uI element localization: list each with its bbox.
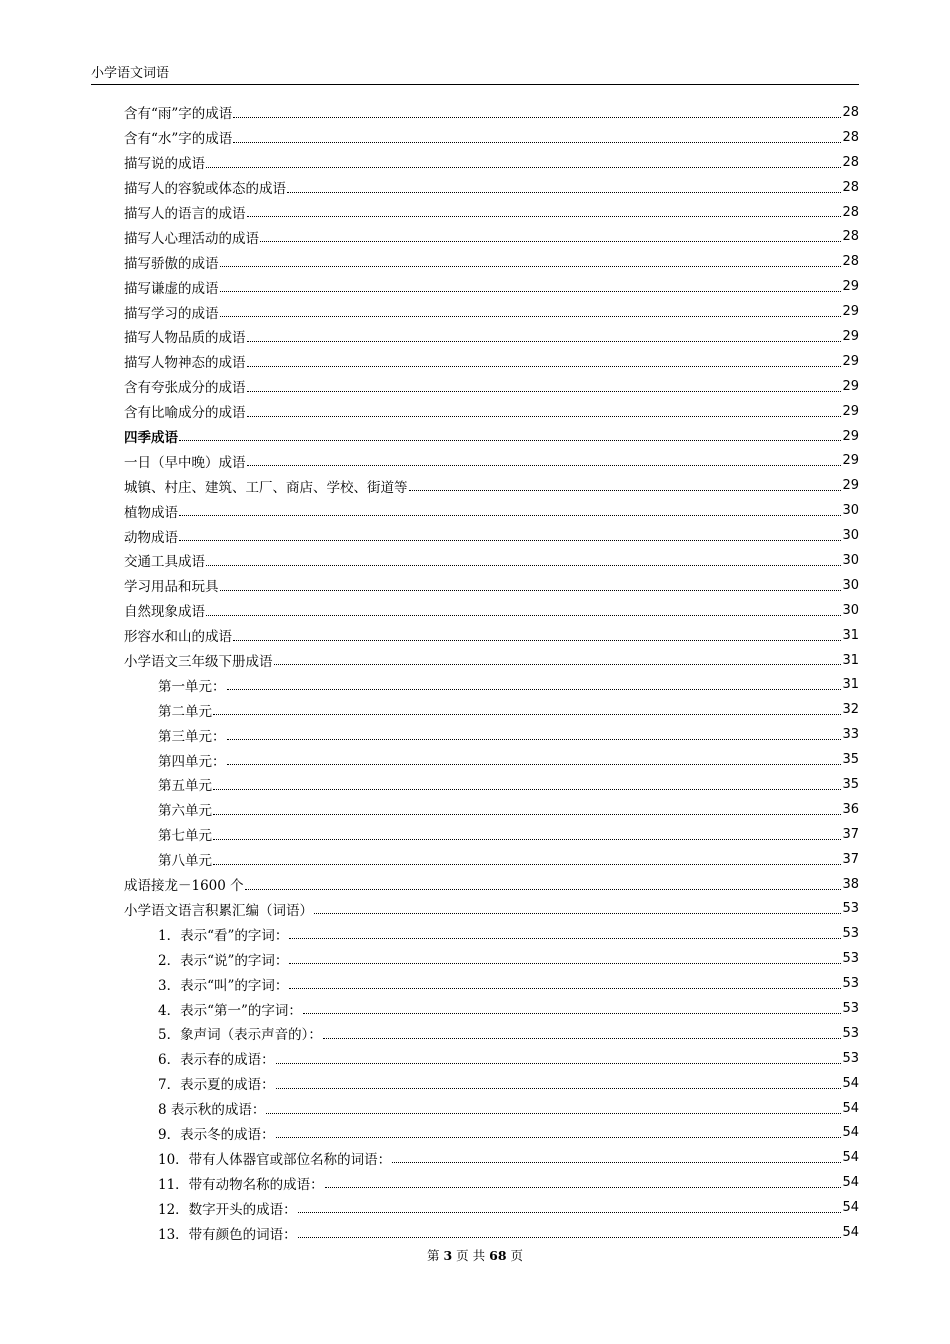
toc-entry-label: 第六单元 <box>158 803 212 820</box>
toc-entry[interactable] <box>124 797 859 822</box>
toc-entry-page: 54 <box>842 1075 859 1091</box>
toc-entry[interactable] <box>124 424 859 449</box>
toc-entry-page: 28 <box>842 154 859 170</box>
toc-entry[interactable] <box>124 672 859 697</box>
toc-entry[interactable] <box>124 299 859 324</box>
toc-entry-page: 37 <box>842 851 859 867</box>
toc-entry[interactable] <box>124 523 859 548</box>
toc-entry-label: 植物成语 <box>124 504 178 521</box>
toc-entry-page: 29 <box>842 328 859 344</box>
toc-entry-label: 13．带有颜色的词语： <box>158 1226 297 1243</box>
toc-dot-leader <box>409 490 842 491</box>
toc-entry-page: 32 <box>842 702 859 718</box>
toc-entry[interactable] <box>124 1096 859 1121</box>
toc-entry-page: 53 <box>842 901 859 917</box>
toc-entry-page: 29 <box>842 478 859 494</box>
toc-entry-label: 4．表示“第一”的字词： <box>158 1002 302 1019</box>
toc-entry-page: 29 <box>842 453 859 469</box>
toc-entry-page: 54 <box>842 1225 859 1241</box>
toc-dot-leader <box>179 540 841 541</box>
toc-entry-label: 描写人的容貌或体态的成语 <box>124 181 286 198</box>
toc-entry[interactable] <box>124 1121 859 1146</box>
toc-entry[interactable] <box>124 200 859 225</box>
toc-entry-label: 描写人物神态的成语 <box>124 355 246 372</box>
toc-entry-page: 31 <box>842 627 859 643</box>
toc-dot-leader <box>298 1237 842 1238</box>
toc-entry-page: 54 <box>842 1100 859 1116</box>
toc-dot-leader <box>233 142 841 143</box>
toc-entry[interactable] <box>124 946 859 971</box>
toc-entry[interactable] <box>124 274 859 299</box>
toc-entry[interactable] <box>124 473 859 498</box>
toc-dot-leader <box>314 913 841 914</box>
toc-entry-page: 53 <box>842 1050 859 1066</box>
toc-dot-leader <box>303 1013 842 1014</box>
toc-entry[interactable] <box>124 623 859 648</box>
toc-dot-leader <box>274 664 842 665</box>
toc-entry-page: 29 <box>842 279 859 295</box>
toc-entry[interactable] <box>124 125 859 150</box>
toc-entry-label: 描写人的语言的成语 <box>124 206 246 222</box>
toc-entry-label: 第一单元： <box>158 678 226 695</box>
toc-entry-page: 29 <box>842 428 859 444</box>
toc-entry-label: 描写人物品质的成语 <box>124 330 246 347</box>
toc-entry-label: 含有“水”字的成语 <box>124 131 233 148</box>
toc-entry-page: 54 <box>842 1200 859 1216</box>
toc-entry-label: 8 表示秋的成语： <box>158 1102 266 1119</box>
page-header <box>91 64 859 85</box>
toc-entry-label: 小学语文语言积累汇编（词语） <box>124 902 313 919</box>
toc-entry[interactable] <box>124 897 859 922</box>
toc-dot-leader <box>227 764 842 765</box>
toc-entry-page: 53 <box>842 976 859 992</box>
toc-entry-label: 第二单元 <box>158 703 212 720</box>
toc-entry-page: 30 <box>842 552 859 568</box>
toc-entry-label: 6．表示春的成语： <box>158 1052 275 1069</box>
toc-entry[interactable] <box>124 224 859 249</box>
toc-entry[interactable] <box>124 996 859 1021</box>
toc-dot-leader <box>289 988 841 989</box>
toc-dot-leader <box>213 714 841 715</box>
toc-entry-label: 9．表示冬的成语： <box>158 1126 275 1143</box>
toc-entry-page: 33 <box>842 727 859 743</box>
toc-entry-label: 描写谦虚的成语 <box>124 280 219 297</box>
toc-entry[interactable] <box>124 697 859 722</box>
toc-dot-leader <box>289 963 841 964</box>
toc-entry[interactable] <box>124 921 859 946</box>
toc-entry-label: 第八单元 <box>158 853 212 870</box>
toc-entry[interactable] <box>124 548 859 573</box>
toc-dot-leader <box>206 615 841 616</box>
toc-entry-page: 30 <box>842 503 859 519</box>
toc-entry[interactable] <box>124 1145 859 1170</box>
toc-entry-page: 30 <box>842 528 859 544</box>
toc-dot-leader <box>227 689 842 690</box>
toc-dot-leader <box>179 440 841 441</box>
toc-entry-page: 28 <box>842 229 859 245</box>
toc-dot-leader <box>287 192 841 193</box>
toc-entry-label: 2．表示“说”的字词： <box>158 952 289 969</box>
toc-entry[interactable] <box>124 1021 859 1046</box>
toc-dot-leader <box>298 1212 842 1213</box>
toc-entry-label: 第七单元 <box>158 828 212 845</box>
toc-entry-label: 第五单元 <box>158 778 212 795</box>
toc-dot-leader <box>260 241 841 242</box>
toc-entry-page: 28 <box>842 104 859 120</box>
toc-entry[interactable] <box>124 1046 859 1071</box>
toc-entry-label: 描写骄傲的成语 <box>124 255 219 272</box>
toc-dot-leader <box>213 814 841 815</box>
toc-entry[interactable] <box>124 498 859 523</box>
page-footer <box>0 1248 950 1264</box>
toc-entry-page: 28 <box>842 254 859 270</box>
toc-entry-label: 7．表示夏的成语： <box>158 1077 275 1094</box>
toc-entry[interactable] <box>124 747 859 772</box>
toc-dot-leader <box>213 789 841 790</box>
toc-dot-leader <box>276 1088 842 1089</box>
toc-entry-page: 35 <box>842 752 859 768</box>
toc-entry-label: 3．表示“叫”的字词： <box>158 977 289 994</box>
toc-dot-leader <box>220 266 842 267</box>
toc-entry-label: 第四单元： <box>158 753 226 770</box>
toc-dot-leader <box>233 117 841 118</box>
toc-dot-leader <box>179 515 841 516</box>
toc-entry-page: 29 <box>842 353 859 369</box>
toc-dot-leader <box>220 291 842 292</box>
toc-entry[interactable] <box>124 1220 859 1245</box>
toc-entry[interactable] <box>124 872 859 897</box>
toc-entry-page: 30 <box>842 577 859 593</box>
toc-entry-page: 29 <box>842 378 859 394</box>
table-of-contents <box>124 100 859 1245</box>
toc-entry-label: 含有比喻成分的成语 <box>124 405 246 422</box>
toc-dot-leader <box>276 1137 842 1138</box>
toc-dot-leader <box>266 1113 841 1114</box>
toc-entry-label: 12．数字开头的成语： <box>158 1201 297 1218</box>
header-title: 小学语文词语 <box>91 66 170 81</box>
toc-entry-page: 28 <box>842 179 859 195</box>
footer-middle: 页 共 <box>456 1248 486 1263</box>
toc-dot-leader <box>206 565 841 566</box>
toc-entry-page: 53 <box>842 926 859 942</box>
toc-entry-page: 29 <box>842 403 859 419</box>
toc-entry-label: 自然现象成语 <box>124 604 205 621</box>
toc-entry[interactable] <box>124 324 859 349</box>
toc-dot-leader <box>325 1187 842 1188</box>
toc-dot-leader <box>247 216 842 217</box>
toc-entry-page: 28 <box>842 204 859 220</box>
toc-entry-label: 描写人心理活动的成语 <box>124 230 259 247</box>
toc-entry-label: 10．带有人体器官或部位名称的词语： <box>158 1151 392 1168</box>
toc-entry-label: 11．带有动物名称的成语： <box>158 1176 324 1193</box>
toc-dot-leader <box>247 465 842 466</box>
toc-entry-label: 城镇、村庄、建筑、工厂、商店、学校、街道等 <box>124 479 408 496</box>
toc-entry-page: 28 <box>842 129 859 145</box>
toc-entry-label: 一日（早中晚）成语 <box>124 454 246 471</box>
toc-entry[interactable] <box>124 150 859 175</box>
toc-dot-leader <box>247 416 842 417</box>
toc-entry-page: 53 <box>842 1025 859 1041</box>
footer-suffix: 页 <box>510 1248 524 1263</box>
toc-dot-leader <box>392 1162 841 1163</box>
toc-dot-leader <box>323 1038 842 1039</box>
toc-entry-label: 1．表示“看”的字词： <box>158 927 289 944</box>
toc-entry[interactable] <box>124 971 859 996</box>
toc-entry-label: 描写学习的成语 <box>124 305 219 322</box>
toc-entry[interactable] <box>124 1170 859 1195</box>
toc-entry[interactable] <box>124 648 859 673</box>
toc-dot-leader <box>227 739 842 740</box>
toc-entry-label: 形容水和山的成语 <box>124 629 232 646</box>
toc-dot-leader <box>247 391 842 392</box>
toc-entry[interactable] <box>124 448 859 473</box>
toc-entry-label: 描写说的成语 <box>124 156 205 173</box>
toc-entry-label: 含有夸张成分的成语 <box>124 380 246 397</box>
toc-dot-leader <box>245 889 842 890</box>
toc-entry-page: 31 <box>842 677 859 693</box>
footer-prefix: 第 <box>426 1248 440 1263</box>
toc-entry-label: 含有“雨”字的成语 <box>124 106 233 123</box>
toc-entry[interactable] <box>124 399 859 424</box>
toc-dot-leader <box>213 839 841 840</box>
toc-dot-leader <box>247 366 842 367</box>
toc-entry[interactable] <box>124 249 859 274</box>
toc-entry-page: 38 <box>842 876 859 892</box>
toc-entry-page: 35 <box>842 776 859 792</box>
toc-dot-leader <box>213 864 841 865</box>
toc-dot-leader <box>233 640 841 641</box>
toc-entry-page: 54 <box>842 1150 859 1166</box>
toc-entry[interactable] <box>124 349 859 374</box>
toc-entry[interactable] <box>124 100 859 125</box>
toc-entry[interactable] <box>124 847 859 872</box>
toc-entry-label: 四季成语 <box>124 430 178 447</box>
toc-dot-leader <box>220 316 842 317</box>
toc-entry[interactable] <box>124 374 859 399</box>
toc-entry-label: 交通工具成语 <box>124 554 205 571</box>
toc-dot-leader <box>289 938 841 939</box>
toc-entry-page: 54 <box>842 1175 859 1191</box>
toc-entry[interactable] <box>124 573 859 598</box>
toc-entry-page: 29 <box>842 304 859 320</box>
toc-entry[interactable] <box>124 598 859 623</box>
toc-entry-label: 5．象声词（表示声音的）： <box>158 1027 322 1044</box>
toc-entry-label: 动物成语 <box>124 529 178 546</box>
toc-entry[interactable] <box>124 772 859 797</box>
toc-dot-leader <box>220 590 842 591</box>
footer-total-pages: 68 <box>489 1248 507 1263</box>
toc-entry-page: 37 <box>842 826 859 842</box>
toc-entry[interactable] <box>124 175 859 200</box>
toc-entry[interactable] <box>124 1195 859 1220</box>
toc-dot-leader <box>247 341 842 342</box>
toc-entry-label: 成语接龙－1600 个 <box>124 878 244 895</box>
toc-entry-page: 30 <box>842 602 859 618</box>
toc-dot-leader <box>206 167 841 168</box>
toc-entry-label: 学习用品和玩具 <box>124 579 219 596</box>
toc-entry-page: 54 <box>842 1125 859 1141</box>
toc-entry[interactable] <box>124 822 859 847</box>
toc-entry[interactable] <box>124 1071 859 1096</box>
toc-entry-page: 53 <box>842 1001 859 1016</box>
toc-dot-leader <box>276 1063 842 1064</box>
toc-entry-label: 第三单元： <box>158 728 226 745</box>
toc-entry[interactable] <box>124 722 859 747</box>
footer-current-page: 3 <box>443 1248 453 1263</box>
toc-entry-label: 小学语文三年级下册成语 <box>124 654 273 671</box>
toc-entry-page: 53 <box>842 951 859 967</box>
toc-entry-page: 36 <box>842 801 859 817</box>
toc-entry-page: 31 <box>842 652 859 668</box>
